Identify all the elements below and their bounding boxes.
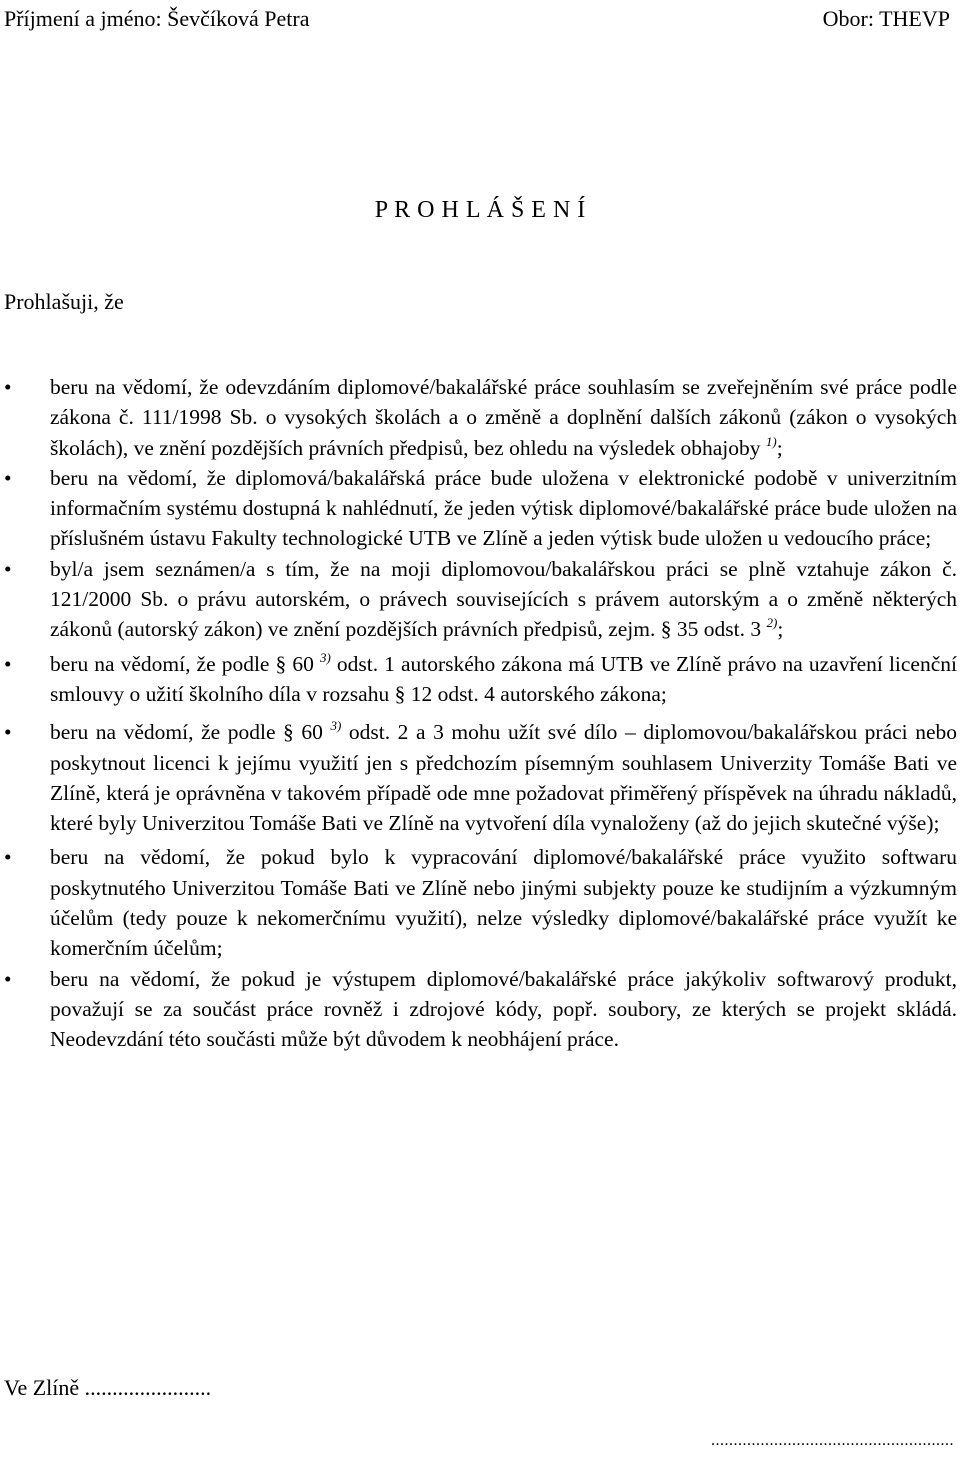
item-text: beru na vědomí, že odevzdáním diplomové/bakalářské práce souhlasím se zveřejněním své práce podle zákona č. 111/1998 Sb. o vysokých školách a o změně a doplnění dalších zákonů (zákon o vysokých školách), ve znění pozdějších právních předpisů, bez ohledu na výsledek obhajoby: [50, 375, 957, 460]
item-text-end: ;: [777, 617, 784, 642]
item-text: beru na vědomí, že diplomová/bakalářská práce bude uložena v elektronické podobě v univerzitním informačním systému dostupná k nahlédnutí, že jeden výtisk diplomové/bakalářské práce bude uložen na příslušném ústavu Fakulty technologické UTB ve Zlíně a jeden výtisk bude uložen u vedoucího práce;: [50, 465, 957, 551]
list-item: [0, 649, 960, 710]
bullet-icon: •: [4, 845, 12, 870]
item-text-end: odst. 1 autorského zákona má UTB ve Zlíně právo na uzavření licenční smlouvy o užití školního díla v rozsahu § 12 odst. 4 autorského zákona;: [50, 651, 957, 706]
item-text: beru na vědomí, že podle § 60: [50, 651, 320, 676]
item-text: beru na vědomí, že pokud je výstupem diplomové/bakalářské práce jakýkoliv softwarový produkt, považují se za součást práce rovněž i zdrojové kódy, popř. soubory, ze kterých se projekt skládá. Neodevzdání této součásti může být důvodem k neobhájení práce.: [50, 966, 957, 1052]
item-text: beru na vědomí, že pokud bylo k vypracování diplomové/bakalářské práce využito softwaru poskytnutého Univerzitou Tomáše Bati ve Zlíně nebo jinými subjekty pouze ke studijním a výzkumným účelům (tedy pouze k nekomerčnímu využití), nelze výsledky diplomové/bakalářské práce využít ke komerčním účelům;: [50, 845, 957, 961]
footnote-ref: 1): [765, 433, 777, 449]
footnote-ref: 2): [766, 615, 778, 631]
list-item: [0, 372, 960, 463]
bullet-icon: •: [4, 556, 12, 581]
list-item: [0, 964, 960, 1055]
bullet-icon: •: [4, 375, 12, 399]
bullet-icon: •: [4, 720, 12, 745]
item-text: byl/a jsem seznámen/a s tím, že na moji diplomovou/bakalářskou práci se plně vztahuje zákon č. 121/2000 Sb. o právu autorském, o právech souvisejících s právem autorským a o změně některých zákonů (autorský zákon) ve znění pozdějších právních předpisů, zejm. § 35 odst. 3: [50, 556, 957, 642]
item-text: beru na vědomí, že podle § 60: [50, 720, 331, 745]
student-name: Příjmení a jméno: Ševčíková Petra: [4, 6, 310, 31]
footnote-ref: 3): [319, 649, 331, 665]
list-item: [0, 463, 960, 554]
footnote-ref: 3): [330, 718, 342, 734]
item-text-end: ;: [776, 435, 783, 460]
list-item: [0, 717, 960, 838]
bullet-icon: •: [4, 465, 12, 490]
place-date: Ve Zlíně .......................: [4, 1375, 212, 1400]
declaration-list: [0, 372, 960, 1055]
page-header: [4, 5, 950, 33]
item-text-end: odst. 2 a 3 mohu užít své dílo – diplomovou/bakalářskou práci nebo poskytnout licenci k jejímu využití jen s předchozím písemným souhlasem Univerzity Tomáše Bati ve Zlíně, která je oprávněna v takovém případě ode mne požadovat přiměřený příspěvek na úhradu nákladů, které byly Univerzitou Tomáše Bati ve Zlíně na vytvoření díla vynaloženy (až do jejich skutečné výše);: [50, 720, 957, 836]
intro-text: Prohlašuji, že: [4, 289, 124, 314]
bullet-icon: •: [4, 966, 12, 991]
bullet-icon: •: [4, 651, 12, 676]
signature-line: ......................................................: [711, 1432, 954, 1449]
study-field: Obor: THEVP: [822, 6, 950, 31]
list-item: [0, 554, 960, 645]
document-title: P R O H L Á Š E N Í: [374, 197, 586, 223]
list-item: [0, 842, 960, 963]
